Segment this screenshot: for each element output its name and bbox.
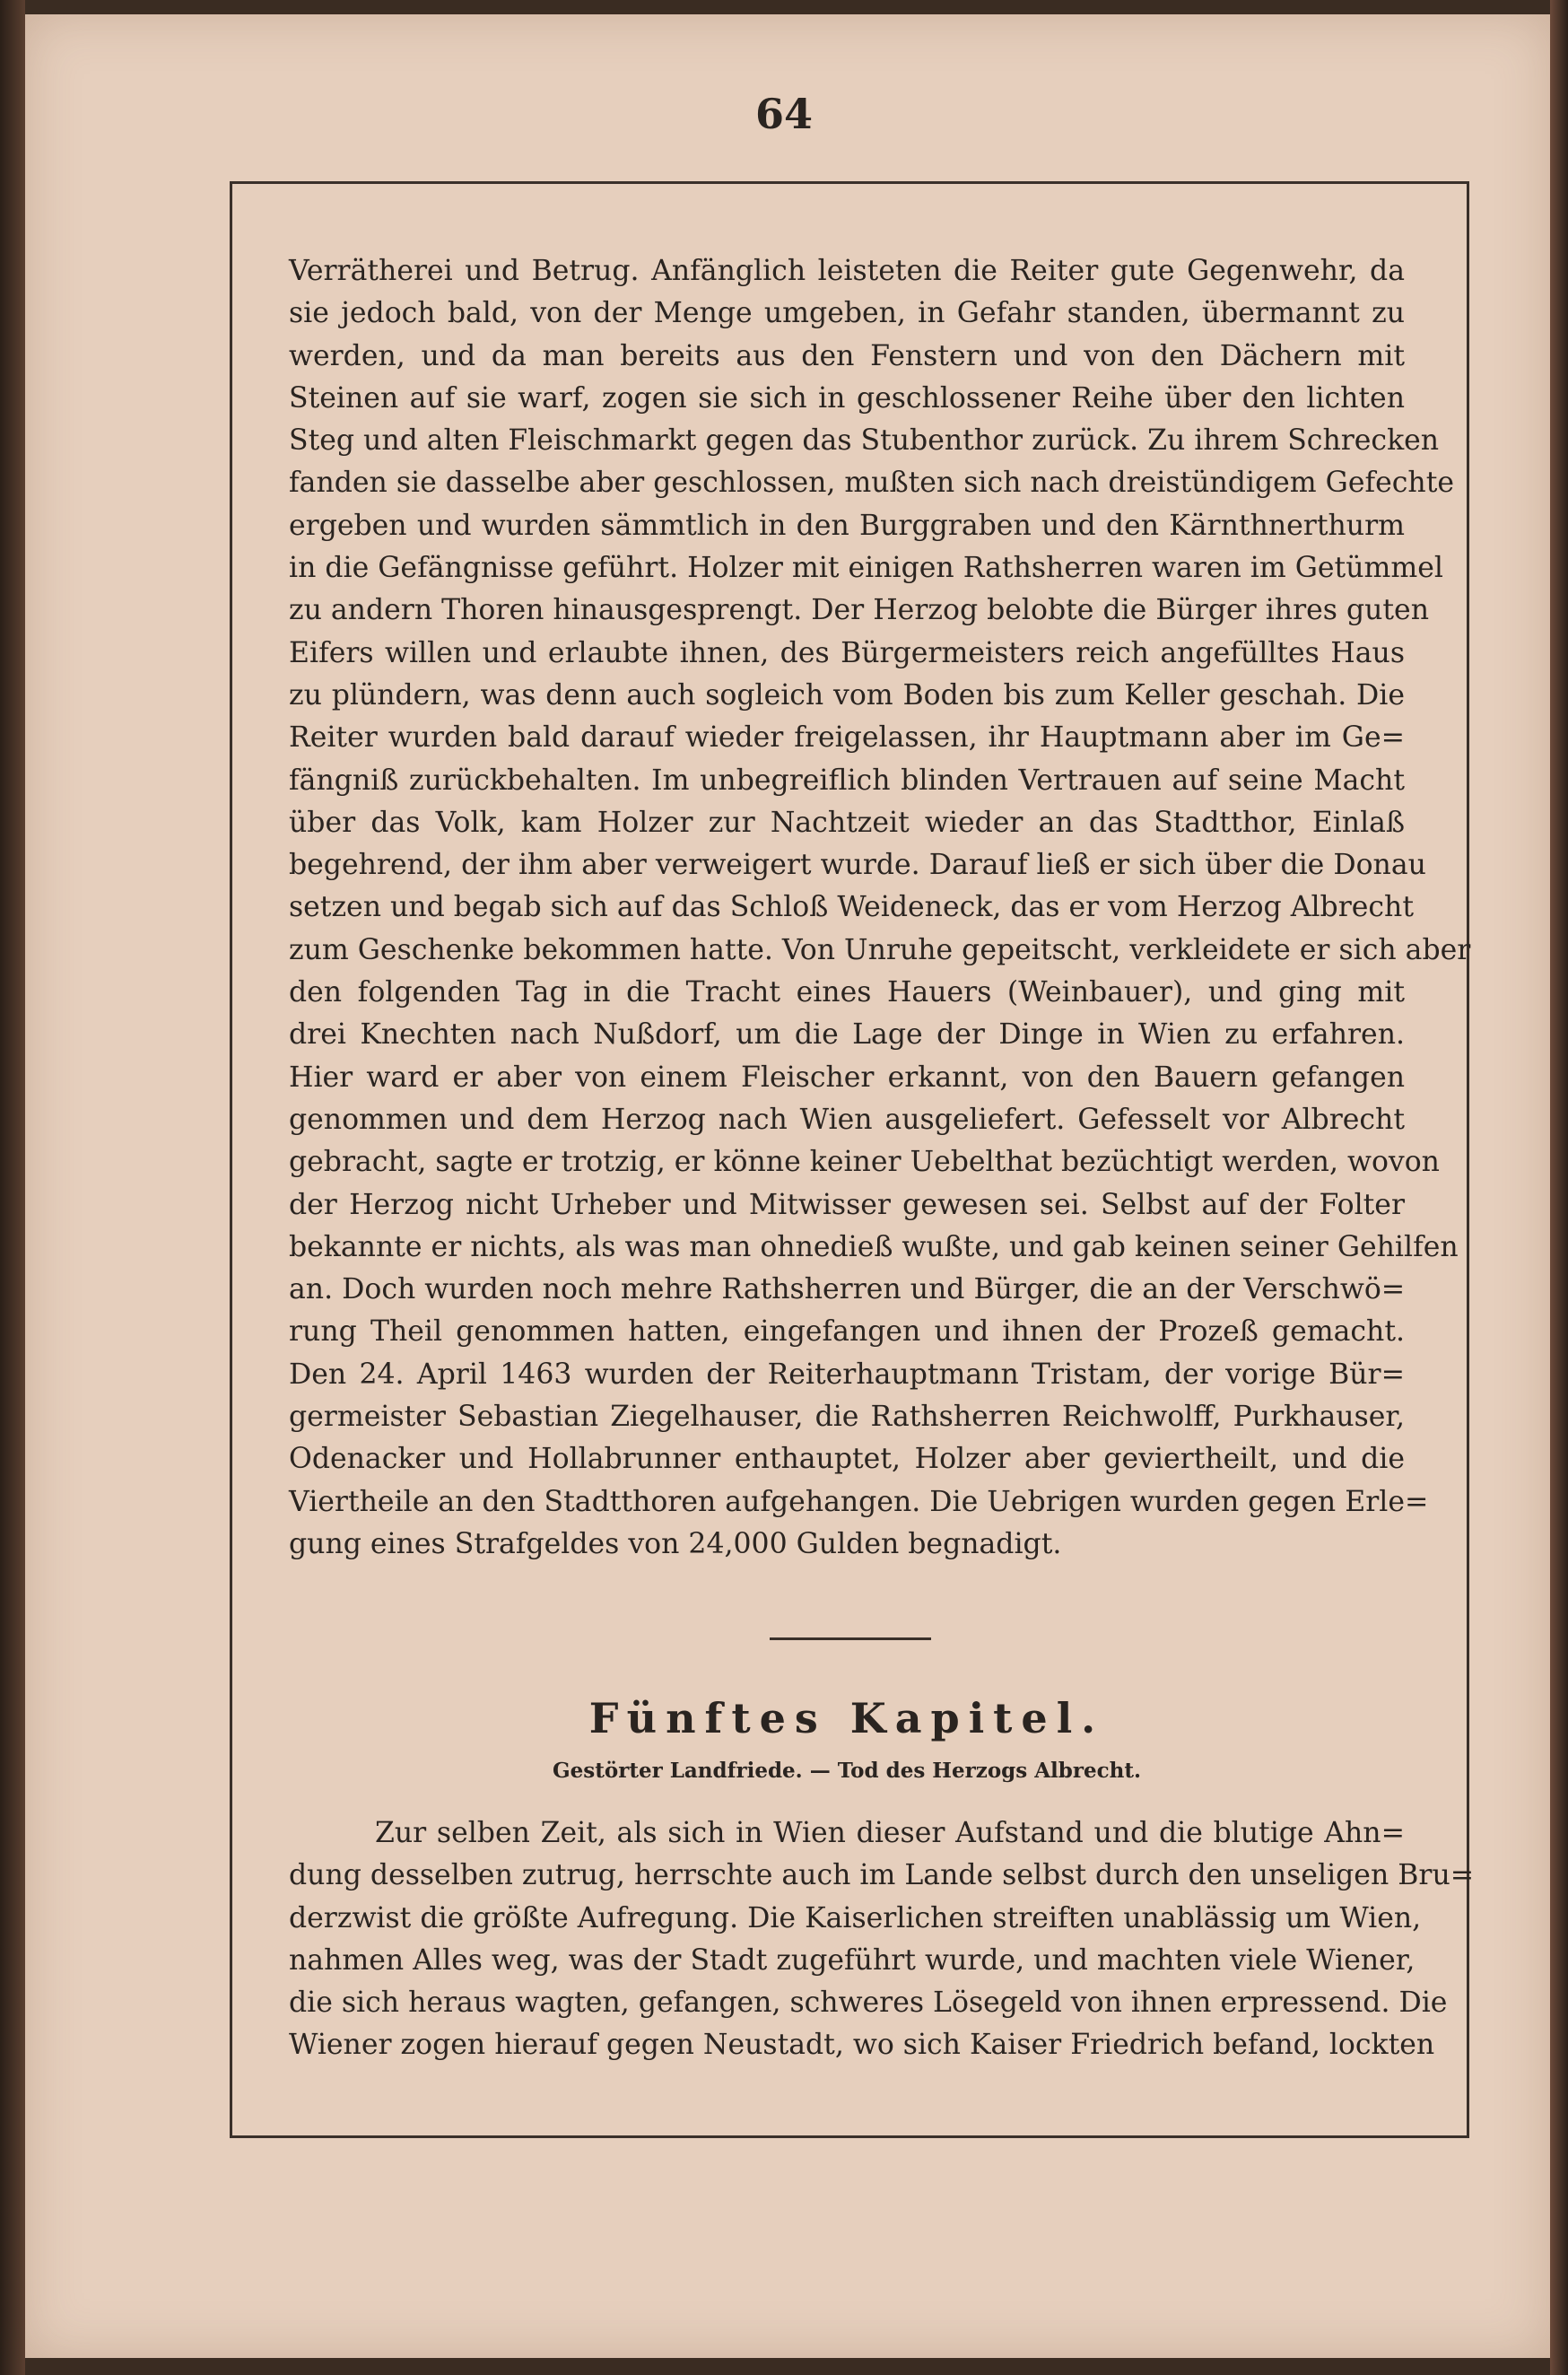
text-line: Wiener zogen hierauf gegen Neustadt, wo sich Kaiser Friedrich befand, lockten [289,2029,1435,2062]
text-line: die sich heraus wagten, gefangen, schweres Lösegeld von ihnen erpressend. Die [289,1986,1448,2020]
text-line: Steg und alten Fleischmarkt gegen das Stubenthor zurück. Zu ihrem Schrecken [289,424,1440,458]
text-line: werden, und da man bereits aus den Fenstern und von den Dächern mit [289,339,1405,372]
text-line: Verrätherei und Betrug. Anfänglich leisteten die Reiter gute Gegenwehr, da [289,255,1405,287]
text-line: rung Theil genommen hatten, eingefangen und ihnen der Prozeß gemacht. [289,1315,1405,1349]
text-line: Reiter wurden bald darauf wieder freigelassen, ihr Hauptmann aber im Ge= [289,721,1405,755]
text-line: derzwist die größte Aufregung. Die Kaiserlichen streiften unablässig um Wien, [289,1901,1422,1934]
text-line: Viertheile an den Stadtthoren aufgehangen. Die Uebrigen wurden gegen Erle= [289,1485,1429,1518]
text-line: nahmen Alles weg, was der Stadt zugeführt wurde, und machten viele Wiener, [289,1943,1416,1977]
text-line: Hier ward er aber von einem Fleischer erkannt, von den Bauern gefangen [289,1061,1405,1094]
text-line: drei Knechten nach Nußdorf, um die Lage der Dinge in Wien zu erfahren. [289,1018,1405,1052]
text-line: fängniß zurückbehalten. Im unbegreiflich blinden Vertrauen auf seine Macht [289,764,1405,797]
text-line: der Herzog nicht Urheber und Mitwisser gewesen sei. Selbst auf der Folter [289,1188,1405,1221]
chapter-title: Fünftes Kapitel. [588,1694,1105,1742]
text-line: zu andern Thoren hinausgesprengt. Der Herzog belobte die Bürger ihres guten [289,594,1429,627]
body-paragraph [289,250,1471,1566]
text-line: fanden sie dasselbe aber geschlossen, mußten sich nach dreistündigem Gefechte [289,467,1455,500]
text-line: ergeben und wurden sämmtlich in den Burggraben und den Kärnthnerthurm [289,509,1405,542]
text-line: setzen und begab sich auf das Schloß Weideneck, das er vom Herzog Albrecht [289,891,1415,924]
text-line: Zur selben Zeit, als sich in Wien dieser Aufstand und die blutige Ahn= [375,1817,1405,1849]
page-edge [1550,0,1568,2375]
text-line: den folgenden Tag in die Tracht eines Hauers (Weinbauer), und ging mit [289,976,1405,1009]
text-line: Eifers willen und erlaubte ihnen, des Bürgermeisters reich angefülltes Haus [289,636,1405,669]
text-line: über das Volk, kam Holzer zur Nachtzeit wieder an das Stadtthor, Einlaß [289,806,1405,839]
page-number: 64 [754,90,813,138]
chapter-paragraph [289,1812,1475,2067]
text-line: in die Gefängnisse geführt. Holzer mit einigen Rathsherren waren im Getümmel [289,552,1443,585]
text-line: sie jedoch bald, von der Menge umgeben, in Gefahr standen, übermannt zu [289,297,1405,330]
section-divider [770,1637,931,1640]
text-line: an. Doch wurden noch mehre Rathsherren und Bürger, die an der Verschwö= [289,1273,1406,1306]
text-line: gung eines Strafgeldes von 24,000 Gulden begnadigt. [289,1527,1062,1560]
text-line: Den 24. April 1463 wurden der Reiterhauptmann Tristam, der vorige Bür= [289,1358,1405,1391]
chapter-subtitle: Gestörter Landfriede. — Tod des Herzogs Albrecht. [553,1759,1141,1783]
text-line: genommen und dem Herzog nach Wien ausgeliefert. Gefesselt vor Albrecht [289,1103,1405,1136]
text-line: Steinen auf sie warf, zogen sie sich in geschlossener Reihe über den lichten [289,381,1405,415]
text-line: begehrend, der ihm aber verweigert wurde. Darauf ließ er sich über die Donau [289,849,1426,882]
text-line: dung desselben zutrug, herrschte auch im Lande selbst durch den unseligen Bru= [289,1859,1475,1892]
text-line: zum Geschenke bekommen hatte. Von Unruhe gepeitscht, verkleidete er sich aber [289,933,1471,966]
text-line: bekannte er nichts, als was man ohnedieß wußte, und gab keinen seiner Gehilfen [289,1230,1459,1263]
text-line: gebracht, sagte er trotzig, er könne keiner Uebelthat bezüchtigt werden, wovon [289,1146,1440,1179]
text-line: zu plündern, was denn auch sogleich vom Boden bis zum Keller geschah. Die [289,678,1405,712]
book-spine [0,0,25,2375]
text-line: germeister Sebastian Ziegelhauser, die Rathsherren Reichwolff, Purkhauser, [289,1401,1405,1434]
text-line: Odenacker und Hollabrunner enthauptet, Holzer aber geviertheilt, und die [289,1443,1405,1476]
